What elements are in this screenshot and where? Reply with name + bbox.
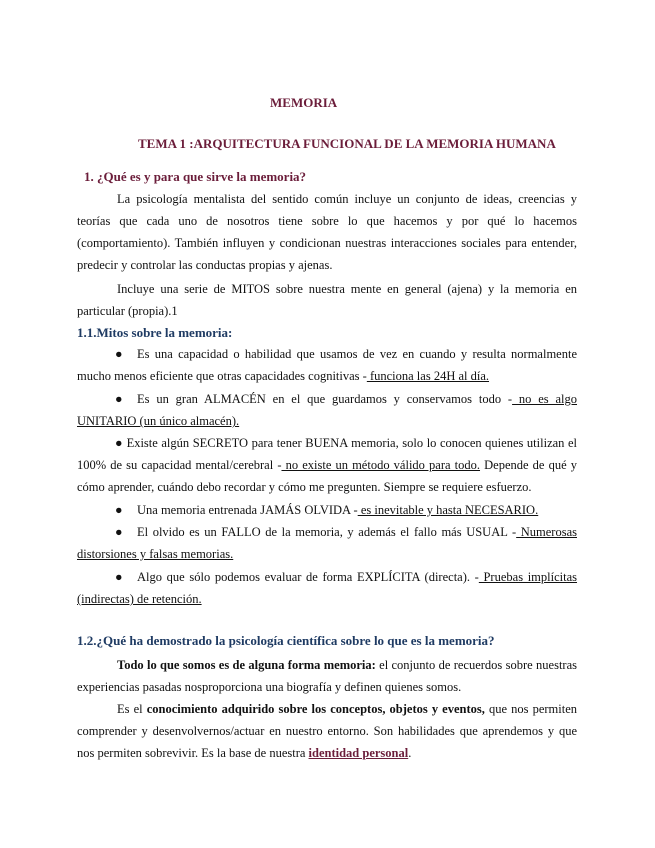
knowledge-bold: conocimiento adquirido sobre los conceptos, objetos y eventos,	[146, 702, 485, 716]
myth-5-text: El olvido es un FALLO de la memoria, y además el fallo más USUAL -	[137, 525, 517, 539]
memory-definition-bold: Todo lo que somos es de alguna forma memoria:	[117, 658, 376, 672]
bullet-icon: ●	[115, 436, 123, 450]
section-1-paragraph-2: Incluye una serie de MITOS sobre nuestra mente en general (ajena) y la memoria en particular (propia).1	[77, 282, 577, 318]
myth-1-rebuttal: funciona las 24H al día.	[366, 369, 490, 383]
myth-item-6	[77, 566, 577, 610]
identidad-personal-link[interactable]: identidad personal	[308, 746, 409, 760]
section-1-2-paragraph-2	[77, 698, 577, 764]
section-1-2-paragraph-1	[77, 654, 577, 698]
topic-title: TEMA 1 :ARQUITECTURA FUNCIONAL DE LA MEMORIA HUMANA	[138, 136, 556, 151]
myth-item-2	[77, 388, 577, 432]
bullet-icon: ●	[115, 525, 123, 539]
myth-4-rebuttal: es inevitable y hasta NECESARIO.	[357, 503, 539, 517]
section-1-paragraph-1: La psicología mentalista del sentido común incluye un conjunto de ideas, creencias y teorías que cada uno de nosotros tiene sobre lo que hacemos y por qué lo hacemos (comportamiento). También influyen y condicionan nuestras interacciones sociales para entender, predecir y controlar las conductas propias y ajenas.	[77, 192, 577, 272]
myth-2-rebuttal: no es algo UNITARIO (un único almacén).	[77, 392, 578, 428]
myth-5-rebuttal: Numerosas distorsiones y falsas memorias.	[77, 525, 577, 561]
myth-6-rebuttal: Pruebas implícitas (indirectas) de retención.	[77, 570, 578, 606]
myth-1-text: Es una capacidad o habilidad que usamos de vez en cuando y resulta normalmente mucho menos eficiente que otras capacidades cognitivas -	[77, 347, 577, 383]
document-title: MEMORIA	[270, 95, 338, 110]
section-1-heading: 1. ¿Qué es y para que sirve la memoria?	[84, 169, 307, 184]
bullet-icon: ●	[115, 347, 123, 361]
myth-2-text: Es un gran ALMACÉN en el que guardamos y conservamos todo -	[137, 392, 513, 406]
myth-3-tail: Depende de qué y cómo aprender, cuándo debo recordar y cómo me pregunten. Siempre se requiere esfuerzo.	[77, 458, 577, 494]
section-1-2-heading: 1.2.¿Qué ha demostrado la psicología científica sobre lo que es la memoria?	[77, 633, 495, 648]
myth-item-5	[77, 521, 577, 565]
paragraph-2-end: .	[408, 746, 412, 760]
myth-3-text: Existe algún SECRETO para tener BUENA memoria, solo lo conocen quienes utilizan el 100% de su capacidad mental/cerebral -	[77, 436, 578, 472]
memory-definition-rest: el conjunto de recuerdos sobre nuestras experiencias pasadas nosproporciona una biografía y definen quienes somos.	[77, 658, 577, 694]
myth-item-1	[77, 343, 577, 387]
paragraph-2-rest: que nos permiten comprender y desenvolvernos/actuar en nuestro entorno. Son habilidades que aprendemos y que nos permiten sobrevivir. Es la base de nuestra	[77, 702, 577, 760]
myth-3-rebuttal: no existe un método válido para todo.	[281, 458, 481, 472]
myth-6-text: Algo que sólo podemos evaluar de forma EXPLÍCITA (directa). -	[137, 570, 479, 584]
section-1-1-heading: 1.1.Mitos sobre la memoria:	[77, 325, 233, 340]
bullet-icon: ●	[115, 503, 123, 517]
myth-item-3	[77, 432, 577, 498]
bullet-icon: ●	[115, 570, 123, 584]
bullet-icon: ●	[115, 392, 123, 406]
myth-item-4	[77, 499, 577, 521]
myth-4-text: Una memoria entrenada JAMÁS OLVIDA -	[137, 503, 358, 517]
paragraph-2-start: Es el	[117, 702, 147, 716]
